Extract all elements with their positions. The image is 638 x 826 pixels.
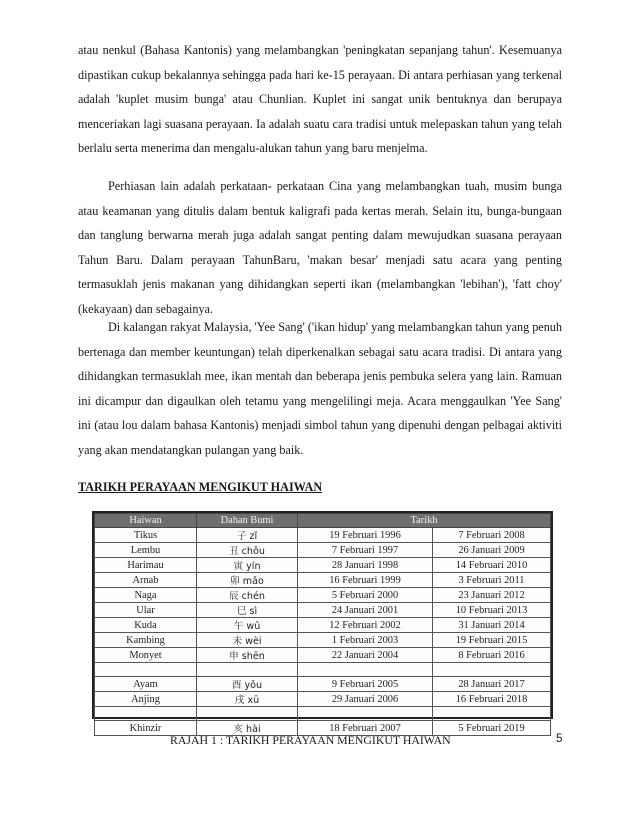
- cell-animal: Ular: [95, 603, 197, 618]
- cell-date: 5 Februari 2000: [298, 588, 433, 603]
- column-header-date: Tarikh: [298, 514, 551, 528]
- cell-date: 16 Februari 2018: [433, 692, 551, 707]
- paragraph-text: atau nenkul (Bahasa Kantonis) yang melambangkan 'peningkatan sepanjang tahun'. Kesemuanya dipastikan cukup bekalannya sehingga pada hari ke-15 perayaan. Di antara perhiasan yang terkenal adalah 'kuplet musim bunga' atau Chunlian. Kuplet ini sangat unik bentuknya dan berupaya menceriakan lagi suasana perayaan. Ia adalah suatu cara tradisi untuk melepaskan tahun yang telah berlalu serta menerima dan mengalu-alukan tahun yang baru menjelma.: [78, 43, 562, 156]
- spacer-cell: [433, 707, 551, 721]
- cell-date: 5 Februari 2019: [433, 721, 551, 736]
- cell-date: 22 Januari 2004: [298, 648, 433, 663]
- table-row: [95, 618, 551, 633]
- table-row: [95, 648, 551, 663]
- cell-date: 16 Februari 1999: [298, 573, 433, 588]
- paragraph-text: Perhiasan lain adalah perkataan- perkataan Cina yang melambangkan tuah, musim bunga atau keamanan yang ditulis dalam bentuk kaligrafi pada kertas merah. Selain itu, bunga-bungaan dan tanglung berwarna merah juga adalah sangat penting dalam mewujudkan suasana perayaan Tahun Baru. Dalam perayaan TahunBaru, 'makan besar' menjadi satu acara yang penting termasuklah jenis makanan yang dihidangkan seperti ikan (melambangkan 'lebihan'), 'fatt choy' (kekayaan) dan sebagainya.: [78, 179, 562, 316]
- cell-date: 31 Januari 2014: [433, 618, 551, 633]
- cell-animal: Monyet: [95, 648, 197, 663]
- table-row: [95, 528, 551, 543]
- spacer-cell: [197, 707, 298, 721]
- section-heading: TARIKH PERAYAAN MENGIKUT HAIWAN: [78, 480, 323, 494]
- cell-branch: 申 shēn: [197, 648, 298, 663]
- cell-branch: 亥 hài: [197, 721, 298, 736]
- table-spacer-row: [95, 663, 551, 677]
- paragraph-text: Di kalangan rakyat Malaysia, 'Yee Sang' ('ikan hidup' yang melambangkan tahun yang penuh bertenaga dan member keuntungan) telah diperkenalkan sebagai satu acara tradisi. Di antara yang dihidangkan termasuklah mee, ikan mentah dan beberapa jenis pembuka selera yang lain. Ramuan ini dicampur dan digaulkan oleh tetamu yang mengelilingi meja. Acara menggaulkan 'Yee Sang' ini (atau lou dalam bahasa Kantonis) menjadi simbol tahun yang dipenuhi dengan pelbagai aktiviti yang akan mendatangkan pulangan yang baik.: [78, 320, 562, 457]
- cell-animal: Khinzir: [95, 721, 197, 736]
- cell-branch: 卯 mǎo: [197, 573, 298, 588]
- cell-branch: 未 wèi: [197, 633, 298, 648]
- spacer-cell: [298, 663, 433, 677]
- cell-animal: Anjing: [95, 692, 197, 707]
- cell-animal: Naga: [95, 588, 197, 603]
- cell-date: 3 Februari 2011: [433, 573, 551, 588]
- cell-branch: 丑 chǒu: [197, 543, 298, 558]
- cell-animal: Arnab: [95, 573, 197, 588]
- cell-date: 14 Februari 2010: [433, 558, 551, 573]
- spacer-cell: [433, 663, 551, 677]
- cell-date: 10 Februari 2013: [433, 603, 551, 618]
- animal-dates-table: [94, 513, 551, 736]
- cell-date: 12 Februari 2002: [298, 618, 433, 633]
- cell-branch: 戌 xū: [197, 692, 298, 707]
- cell-date: 9 Februari 2005: [298, 677, 433, 692]
- cell-branch: 辰 chén: [197, 588, 298, 603]
- table-row: [95, 588, 551, 603]
- paragraph: [78, 38, 562, 161]
- cell-animal: Lembu: [95, 543, 197, 558]
- cell-branch: 子 zǐ: [197, 528, 298, 543]
- cell-date: 19 Februari 2015: [433, 633, 551, 648]
- cell-date: 28 Januari 1998: [298, 558, 433, 573]
- cell-branch: 酉 yǒu: [197, 677, 298, 692]
- cell-date: 24 Januari 2001: [298, 603, 433, 618]
- table-row: [95, 603, 551, 618]
- spacer-cell: [298, 707, 433, 721]
- table-header-row: [95, 514, 551, 528]
- cell-date: 26 Januari 2009: [433, 543, 551, 558]
- cell-date: 7 Februari 1997: [298, 543, 433, 558]
- table-row: [95, 692, 551, 707]
- column-header-branch: Dahan Bumi: [197, 514, 298, 528]
- table-row: [95, 543, 551, 558]
- cell-animal: Kuda: [95, 618, 197, 633]
- cell-branch: 巳 sì: [197, 603, 298, 618]
- cell-branch: 午 wǔ: [197, 618, 298, 633]
- cell-date: 28 Januari 2017: [433, 677, 551, 692]
- cell-animal: Harimau: [95, 558, 197, 573]
- cell-date: 8 Februari 2016: [433, 648, 551, 663]
- paragraph: [78, 174, 562, 322]
- column-header-animal: Haiwan: [95, 514, 197, 528]
- table-row: [95, 633, 551, 648]
- cell-branch: 寅 yín: [197, 558, 298, 573]
- spacer-cell: [95, 663, 197, 677]
- cell-animal: Kambing: [95, 633, 197, 648]
- cell-date: 7 Februari 2008: [433, 528, 551, 543]
- page-number: 5: [556, 733, 563, 745]
- cell-animal: Ayam: [95, 677, 197, 692]
- cell-date: 1 Februari 2003: [298, 633, 433, 648]
- cell-date: 19 Februari 1996: [298, 528, 433, 543]
- spacer-cell: [197, 663, 298, 677]
- cell-date: 18 Februari 2007: [298, 721, 433, 736]
- figure-caption: RAJAH 1 : TARIKH PERAYAAN MENGIKUT HAIWAN: [170, 733, 451, 747]
- cell-animal: Tikus: [95, 528, 197, 543]
- table-spacer-row: [95, 707, 551, 721]
- spacer-cell: [95, 707, 197, 721]
- cell-date: 23 Januari 2012: [433, 588, 551, 603]
- table-row: [95, 677, 551, 692]
- cell-date: 29 Januari 2006: [298, 692, 433, 707]
- table-row: [95, 573, 551, 588]
- figure-table-image: [92, 511, 553, 735]
- table-row: [95, 558, 551, 573]
- paragraph: [78, 315, 562, 463]
